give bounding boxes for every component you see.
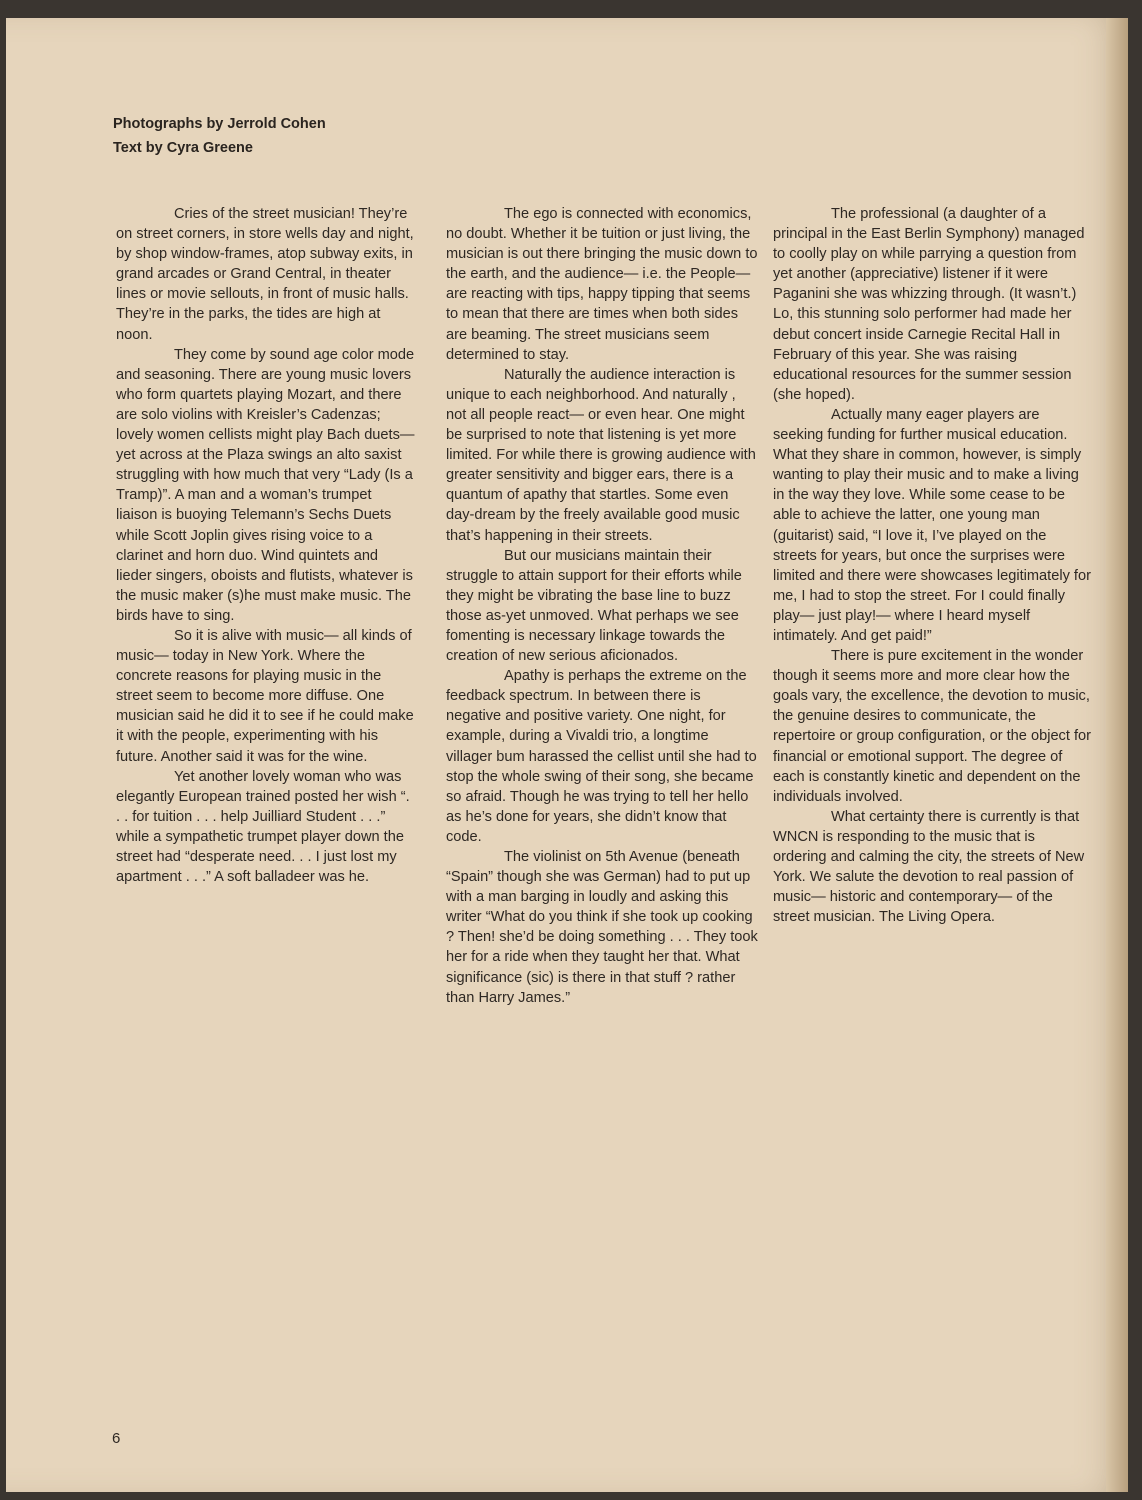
- paragraph: What certainty there is currently is that WNCN is responding to the music that is ordering and calming the city, the streets of New York. We salute the devotion to real passion of music— historic and contemporary— of the street musician. The Living Opera.: [773, 808, 1085, 926]
- paragraph: There is pure excitement in the wonder though it seems more and more clear how the goals vary, the excellence, the devotion to music, the genuine desires to communicate, the repertoire or group configuration, or the object for financial or emotional support. The degree of each is constantly kinetic and dependent on the individuals involved.: [773, 648, 1091, 805]
- paragraph: They come by sound age color mode and seasoning. There are young music lovers who form quartets playing Mozart, and there are solo violins with Kreisler’s Cadenzas; lovely women cellists might play Bach duets— yet across at the Plaza swings an alto saxist struggling with how much that very “Lady (Is a Tramp)”. A man and a woman’s trumpet liaison is buoying Telemann’s Sechs Duets while Scott Joplin gives rising voice to a clarinet and horn duo. Wind quintets and lieder singers, oboists and flutists, whatever is the music maker (s)he must make music. The birds have to sing.: [116, 346, 415, 624]
- text-column-3: [773, 204, 1091, 927]
- text-credit: Text by Cyra Greene: [113, 140, 253, 156]
- paragraph: So it is alive with music— all kinds of music— today in New York. Where the concrete reasons for playing music in the street seem to become more diffuse. One musician said he did it to see if he could make it with the people, experimenting with his future. Another said it was for the wine.: [116, 627, 414, 765]
- paragraph: Naturally the audience interaction is unique to each neighborhood. And naturally , not all people react— or even hear. One might be surprised to note that listening is yet more limited. For while there is growing audience with greater sensitivity and bigger ears, there is a quantum of apathy that startles. Some even day-dream by the freely available good music that’s happening in their streets.: [446, 366, 756, 544]
- page-spine-shadow: [1106, 18, 1128, 1492]
- paragraph: Apathy is perhaps the extreme on the feedback spectrum. In between there is negative and positive variety. One night, for example, during a Vivaldi trio, a longtime villager bum harassed the cellist until she had to stop the whole swing of their song, she became so afraid. Though he was trying to tell her hello as he’s done for years, she didn’t know that code.: [446, 668, 757, 845]
- photo-credit: Photographs by Jerrold Cohen: [113, 116, 326, 132]
- paragraph: The violinist on 5th Avenue (beneath “Spain” though she was German) had to put up with a man barging in loudly and asking this writer “What do you think if she took up cooking ? Then! she’d be doing something . . . They took her for a ride when they taught her that. What significance (sic) is there in that stuff ? rather than Harry James.”: [446, 849, 758, 1006]
- paragraph: Cries of the street musician! They’re on street corners, in store wells day and night, by shop window-frames, atop subway exits, in grand arcades or Grand Central, in theater lines or movie sellouts, in front of music halls. They’re in the parks, the tides are high at noon.: [116, 206, 414, 343]
- paragraph: Actually many eager players are seeking funding for further musical education. What they share in common, however, is simply wanting to play their music and to make a living in the way they love. While some cease to be able to achieve the latter, one young man (guitarist) said, “I love it, I’ve played on the streets for years, but once the surprises were limited and there were showcases legitimately for me, I had to stop the street. For I could finally play— just play!— where I heard myself intimately. And get paid!”: [773, 406, 1091, 644]
- text-column-1: [116, 204, 416, 887]
- paragraph: But our musicians maintain their struggle to attain support for their efforts while they might be vibrating the base line to buzz those as-yet unmoved. What perhaps we see fomenting is necessary linkage towards the creation of new serious aficionados.: [446, 547, 742, 665]
- text-column-2: [446, 204, 758, 1008]
- article-credits: [113, 112, 326, 160]
- paragraph: The ego is connected with economics, no doubt. Whether it be tuition or just living, the musician is out there bringing the music down to the earth, and the audience— i.e. the People— are reacting with tips, happy tipping that seems to mean that there are times when both sides are beaming. The street musicians seem determined to stay.: [446, 206, 758, 363]
- magazine-page: [6, 18, 1128, 1492]
- paragraph: The professional (a daughter of a principal in the East Berlin Symphony) managed to coolly play on while parrying a question from yet another (appreciative) listener if it were Paganini she was whizzing through. (It wasn’t.) Lo, this stunning solo performer had made her debut concert inside Carnegie Recital Hall in February of this year. She was raising educational resources for the summer session (she hoped).: [773, 206, 1085, 403]
- page-number: 6: [112, 1430, 121, 1447]
- paragraph: Yet another lovely woman who was elegantly European trained posted her wish “. . . for tuition . . . help Juilliard Student . . .” while a sympathetic trumpet player down the street had “desperate need. . . I just lost my apartment . . .” A soft balladeer was he.: [116, 768, 410, 886]
